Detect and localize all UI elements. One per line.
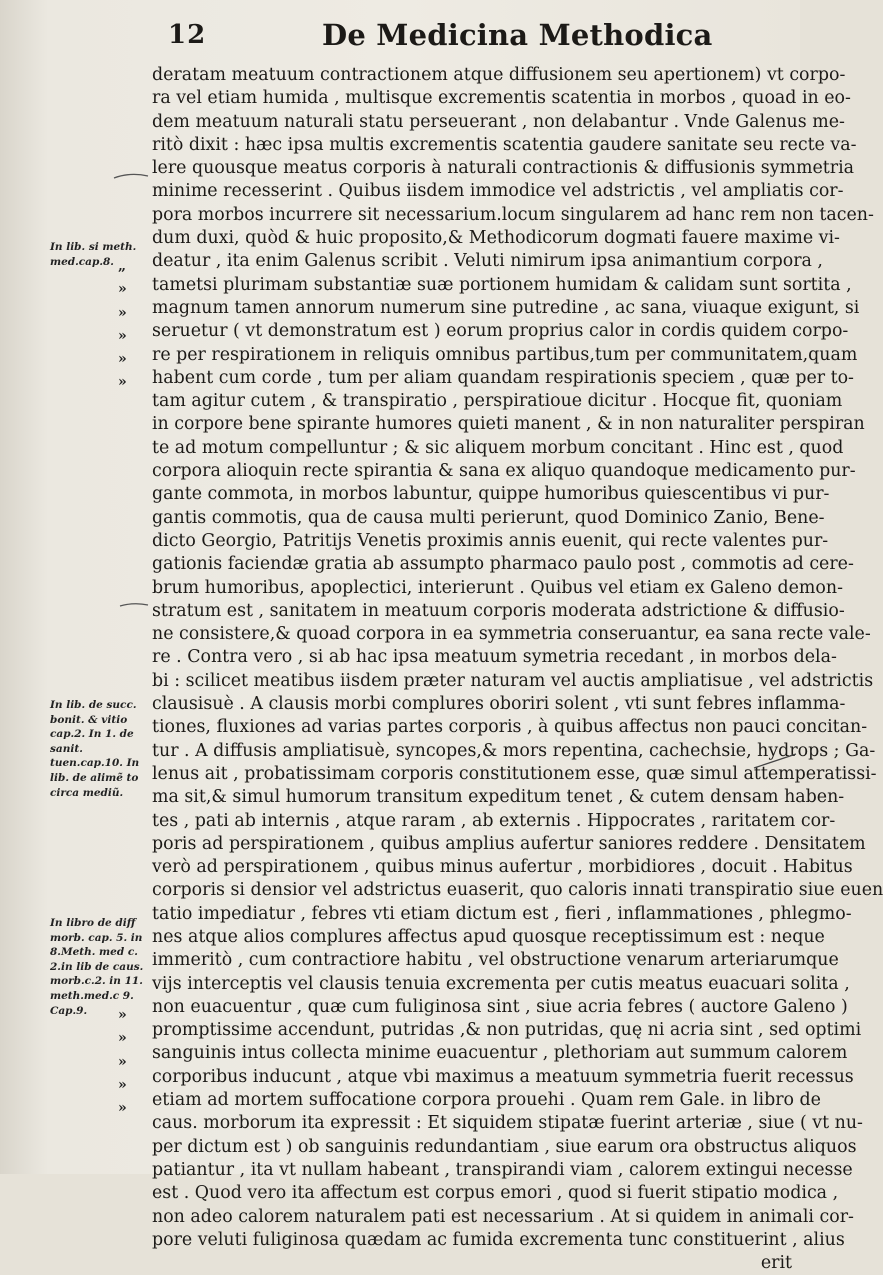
margin-note-text: In libro de diff morb. cap. 5. in 8.Meth. med c. 2.in lib de caus. morb.c.2. in 11. meth.med.c 9. Cap.9.: [50, 917, 144, 1017]
text-line: corporibus inducunt , atque vbi maximus a meatuum symmetria fuerit recessus: [152, 1066, 854, 1087]
text-line: in corpore bene spirante humores quieti manent , & in non naturaliter perspiran: [152, 414, 865, 435]
pen-stroke-mark: [112, 168, 152, 184]
quote-marks-group-2: [118, 1004, 127, 1120]
margin-note-text: In lib. si meth. med.cap.8.: [50, 241, 137, 268]
text-line: erit: [760, 1253, 792, 1274]
text-line: gante commota, in morbos labuntur, quippe humoribus quiescentibus vi pur-: [152, 484, 830, 505]
text-line: gantis commotis, qua de causa multi perierunt, quod Dominico Zanio, Bene-: [152, 507, 825, 528]
text-line: est . Quod vero ita affectum est corpus emori , quod si fuerit stipatio modica ,: [152, 1183, 839, 1204]
text-line: clausisuè . A clausis morbi complures oboriri solent , vti sunt febres inflamma-: [152, 694, 846, 715]
text-line: ne consistere,& quoad corpora in ea symmetria conseruantur, ea sana recte vale-: [152, 624, 871, 645]
text-line: dicto Georgio, Patritijs Venetis proximis annis euenit, qui recte valentes pur-: [152, 530, 829, 551]
text-line: non adeo calorem naturalem pati est necessarium . At si quidem in animali cor-: [152, 1206, 854, 1227]
text-line: non euacuentur , quæ cum fuliginosa sint , siue acria febres ( auctore Galeno ): [152, 996, 848, 1017]
text-line: tam agitur cutem , & transpiratio , perspiratioue dicitur . Hocque fit, quoniam: [152, 391, 843, 412]
margin-note-text: In lib. de succ. bonit. & vitio cap.2. In 1. de sanit. tuen.cap.10. In lib. de alimẽ to circa mediũ.: [50, 699, 140, 799]
text-line: tes , pati ab internis , atque raram , ab externis . Hippocrates , raritatem cor-: [152, 810, 836, 831]
text-line: tur . A diffusis ampliatisuè, syncopes,& mors repentina, cachechsie, hydrops ; Ga-: [152, 740, 876, 761]
text-line: corporis si densior vel adstrictus euaserit, quo caloris innati transpiratio siue euen: [152, 880, 883, 901]
text-line: magnum tamen annorum numerum sine putredine , ac sana, viuaque exigunt, si: [152, 297, 860, 318]
text-line: tametsi plurimam substantiæ suæ portionem humidam & calidam sunt sortita ,: [152, 274, 852, 295]
text-line: ritò dixit : hæc ipsa multis excrementis scatentia gaudere sanitate seu recte va-: [152, 134, 857, 155]
text-line: per dictum est ) ob sanguinis redundantiam , siue earum ora obstructus aliquos: [152, 1136, 857, 1157]
margin-note-2: [50, 698, 146, 800]
text-line: immeritò , cum contractiore habitu , vel obstructione venarum arteriarumque: [152, 950, 839, 971]
text-line: deratam meatuum contractionem atque diffusionem seu apertionem) vt corpo-: [152, 65, 846, 85]
quote-mark: »: [118, 1053, 127, 1070]
margin-note-3: [50, 916, 146, 1018]
text-line: stratum est , sanitatem in meatuum corporis moderata adstrictione & diffusio-: [152, 600, 845, 621]
quote-mark: »: [118, 1076, 127, 1093]
text-line: nes atque alios complures affectus apud quosque receptissimum est : neque: [152, 926, 825, 947]
text-line: etiam ad mortem suffocatione corpora prouehi . Quam rem Gale. in libro de: [152, 1090, 821, 1111]
quote-mark: »: [118, 304, 127, 321]
text-line: lenus ait , probatissimam corporis constitutionem esse, quæ simul attemperatissi-: [152, 763, 877, 784]
quote-mark: »: [118, 327, 127, 344]
text-line: re per respirationem in reliquis omnibus partibus,tum per communitatem,quam: [152, 344, 858, 365]
text-line: seruetur ( vt demonstratum est ) eorum proprius calor in cordis quidem corpo-: [152, 321, 849, 342]
text-line: tatio impediatur , febres vti etiam dictum est , fieri , inflammationes , phlegmo-: [152, 903, 852, 924]
text-line: vijs interceptis vel clausis tenuia excrementa per cutis meatus euacuari solita ,: [152, 973, 850, 994]
text-line: sanguinis intus collecta minime euacuentur , plethoriam aut summum calorem: [152, 1043, 848, 1064]
text-line: dem meatuum naturali statu perseuerant , non delabantur . Vnde Galenus me-: [152, 111, 845, 132]
quote-mark: „: [118, 258, 127, 274]
text-line: pora morbos incurrere sit necessarium.locum singularem ad hanc rem non tacen-: [152, 204, 874, 225]
text-line: gationis faciendæ gratia ab assumpto pharmaco paulo post , commotis ad cere-: [152, 554, 854, 575]
text-line: poris ad perspirationem , quibus amplius aufertur saniores reddere . Densitatem: [152, 833, 866, 854]
text-line: brum humoribus, apoplectici, interierunt . Quibus vel etiam ex Galeno demon-: [152, 577, 843, 598]
text-line: bi : scilicet meatibus iisdem præter naturam vel auctis ampliatisue , vel adstrictis: [152, 670, 874, 691]
text-line: corpora alioquin recte spirantia & sana ex aliquo quandoque medicamento pur-: [152, 461, 856, 482]
margin-note-1: [50, 240, 146, 269]
quote-mark: »: [118, 1007, 127, 1023]
text-line: minime recesserint . Quibus iisdem immodice vel adstrictis , vel ampliatis cor-: [152, 181, 844, 202]
text-line: tiones, fluxiones ad varias partes corporis , à quibus affectus non pauci concitan-: [152, 717, 868, 738]
quote-marks-group-1: [118, 255, 127, 395]
text-line: pore veluti fuliginosa quædam ac fumida excrementa tunc constituerint , alius: [152, 1229, 845, 1250]
text-line: caus. morborum ita expressit : Et siquidem stipatæ fuerint arteriæ , siue ( vt nu-: [152, 1113, 863, 1134]
quote-mark: »: [118, 1100, 127, 1117]
pen-stroke-mark: [752, 752, 798, 774]
text-line: ma sit,& simul humorum transitum expeditum tenet , & cutem densam haben-: [152, 787, 845, 808]
text-line: dum duxi, quòd & huic proposito,& Methodicorum dogmati fauere maxime vi-: [152, 228, 840, 249]
quote-mark: »: [118, 281, 127, 298]
text-line: verò ad perspirationem , quibus minus aufertur , morbidiores , docuit . Habitus: [152, 857, 853, 878]
quote-mark: »: [118, 1030, 127, 1047]
text-line: ra vel etiam humida , multisque excrementis scatentia in morbos , quoad in eo-: [152, 88, 851, 109]
text-line: te ad motum compelluntur ; & sic aliquem morbum concitant . Hinc est , quod: [152, 437, 844, 458]
body-text: [152, 64, 883, 1275]
pen-stroke-mark: [118, 598, 152, 612]
text-line: patiantur , ita vt nullam habeant , transpirandi viam , calorem extingui necesse: [152, 1159, 853, 1180]
text-line: deatur , ita enim Galenus scribit . Veluti nimirum ipsa animantium corpora ,: [152, 251, 823, 272]
text-line: lere quousque meatus corporis à naturali contractionis & diffusionis symmetria: [152, 158, 855, 179]
text-line: habent cum corde , tum per aliam quandam respirationis speciem , quæ per to-: [152, 367, 854, 388]
text-line: promptissime accendunt, putridas ,& non putridas, quę ni acria sint , sed optimi: [152, 1020, 862, 1041]
page-number: 12: [168, 20, 207, 50]
running-title: De Medicina Methodica: [322, 18, 713, 52]
quote-mark: »: [118, 351, 127, 368]
quote-mark: »: [118, 374, 127, 391]
text-line: re . Contra vero , si ab hac ipsa meatuum symetria recedant , in morbos dela-: [152, 647, 837, 668]
